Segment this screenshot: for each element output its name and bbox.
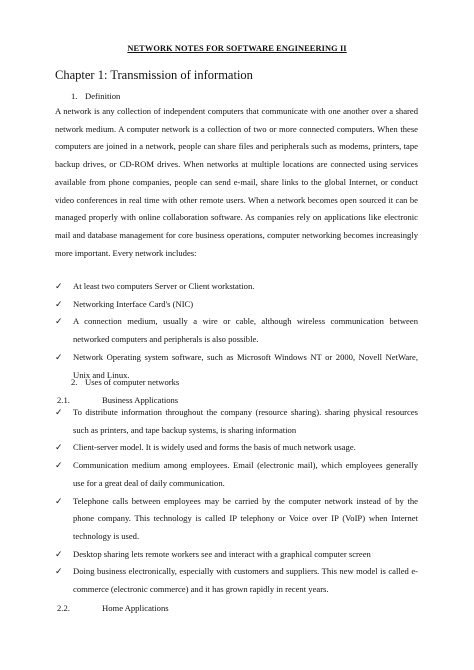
section-heading-definition: Definition: [85, 91, 121, 101]
checkmark-icon: ✓: [55, 351, 63, 362]
checkmark-icon: ✓: [55, 407, 63, 417]
list-item-text: Communication medium among employees. Email (electronic mail), which employees generally use for a great deal of daily communication.: [73, 460, 418, 488]
section-number-definition: 1.: [71, 91, 78, 101]
document-title: NETWORK NOTES FOR SOFTWARE ENGINEERING II: [127, 44, 347, 53]
subsection-number-business: 2.1.: [57, 395, 70, 405]
subsection-heading-home: Home Applications: [102, 603, 169, 613]
checkmark-icon: ✓: [55, 442, 63, 453]
list-item: [55, 493, 418, 546]
list-item: [55, 278, 418, 296]
list-item-text: Telephone calls between employees may be carried by the computer network instead of by the phone company. This technology is called IP telephony or Voice over IP (VoIP) when Internet technology is used.: [73, 495, 418, 541]
list-item: [55, 563, 418, 598]
list-item: [55, 313, 418, 348]
list-item: [55, 404, 418, 439]
network-includes-list: [55, 278, 418, 384]
definition-paragraph: A network is any collection of independent computers that communicate with one another over a shared network medium. A computer network is a collection of two or more connected computers. When these computers are joined in a network, people can share files and peripherals such as modems, printers, tape backup drives, or CD-ROM drives. When networks at multiple locations are connected using services available from phone companies, people can send e-mail, share links to the global Internet, or conduct video conferences in real time with other remote users. When a network becomes open sourced it can be managed properly with online collaboration software. As companies rely on applications like electronic mail and database management for core business operations, computer networking becomes increasingly more important. Every network includes:: [55, 106, 418, 258]
list-item-text: Networking Interface Card's (NIC): [73, 298, 194, 309]
list-item: [55, 457, 418, 492]
list-item-text: To distribute information throughout the company (resource sharing). sharing physical resources such as printers, and tape backup systems, is sharing information: [73, 407, 418, 435]
checkmark-icon: ✓: [55, 460, 63, 471]
section-heading-uses: Uses of computer networks: [85, 377, 180, 387]
section-number-uses: 2.: [71, 377, 78, 387]
list-item-text: Client-server model. It is widely used and forms the basis of much network usage.: [73, 442, 356, 453]
checkmark-icon: ✓: [55, 281, 63, 291]
list-item-text: Doing business electronically, especially with customers and suppliers. This new model is called e-commerce (electronic commerce) and it has grown rapidly in recent years.: [73, 566, 418, 595]
subsection-heading-business: Business Applications: [102, 395, 179, 405]
business-applications-list: [55, 404, 418, 599]
checkmark-icon: ✓: [55, 495, 63, 506]
list-item: [55, 439, 418, 457]
list-item-text: Desktop sharing lets remote workers see and interact with a graphical computer screen: [73, 548, 371, 559]
list-item-text: A connection medium, usually a wire or cable, although wireless communication between networked computers and peripherals is also possible.: [73, 316, 418, 345]
checkmark-icon: ✓: [55, 316, 63, 327]
subsection-number-home: 2.2.: [57, 603, 70, 613]
checkmark-icon: ✓: [55, 298, 63, 309]
checkmark-icon: ✓: [55, 548, 63, 559]
chapter-heading: Chapter 1: Transmission of information: [55, 68, 253, 82]
list-item: [55, 296, 418, 314]
list-item: [55, 546, 418, 564]
list-item-text: At least two computers Server or Client workstation.: [73, 281, 255, 291]
list-item-text: Network Operating system software, such as Microsoft Windows NT or 2000, Novell NetWare, Unix and Linux.: [73, 351, 418, 380]
checkmark-icon: ✓: [55, 566, 63, 577]
